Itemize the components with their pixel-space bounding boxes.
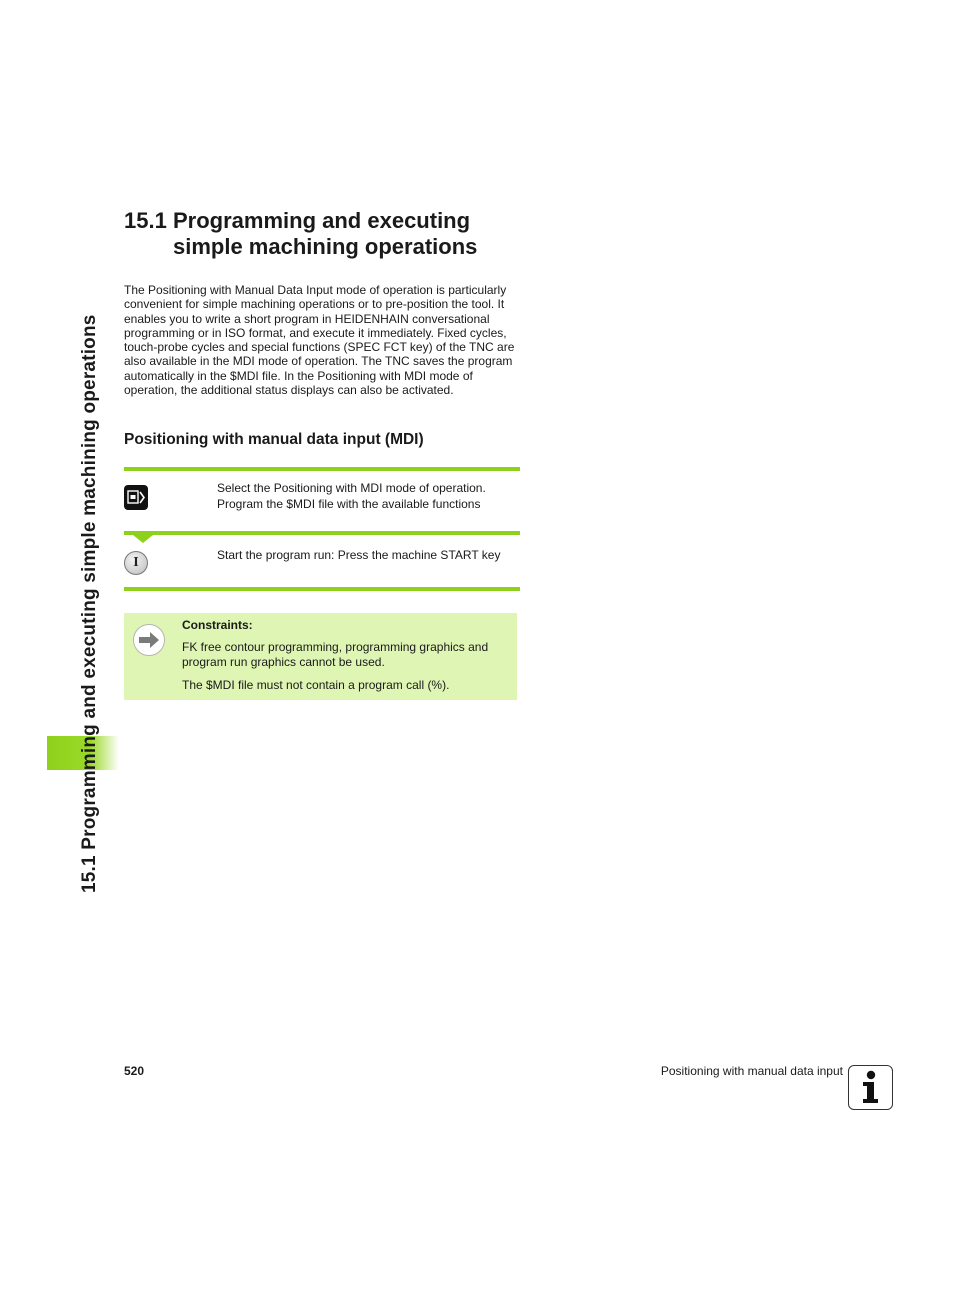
arrow-right-icon — [133, 624, 165, 656]
section-title: Programming and executing simple machining operations — [173, 208, 478, 259]
constraints-note — [124, 613, 517, 700]
step-start-program-text: Start the program run: Press the machine START key — [217, 548, 501, 562]
start-key-icon: I — [124, 551, 148, 575]
divider-notch — [133, 535, 153, 543]
mdi-mode-key-icon — [124, 485, 148, 510]
note-item: The $MDI file must not contain a program call (%). — [182, 678, 450, 692]
section-number: 15.1 — [124, 208, 167, 233]
divider-middle — [124, 531, 520, 535]
subheading: Positioning with manual data input (MDI) — [124, 431, 424, 448]
divider-bottom — [124, 587, 520, 591]
chapter-side-title: 15.1 Programming and executing simple machining operations — [79, 314, 100, 893]
divider-top — [124, 467, 520, 471]
note-title: Constraints: — [182, 618, 253, 632]
footer-section-title: Positioning with manual data input — [660, 1064, 843, 1078]
note-item: FK free contour programming, programming graphics and program run graphics cannot be used. — [182, 640, 489, 669]
step-select-mdi-text: Select the Positioning with MDI mode of operation. Program the $MDI file with the available functions — [217, 481, 486, 511]
page-number: 520 — [124, 1064, 145, 1078]
info-icon — [848, 1065, 893, 1110]
intro-paragraph: The Positioning with Manual Data Input mode of operation is particularly convenient for simple machining operations or to pre-position the tool. It enables you to write a short program in HEIDENHAIN conversational programming or in ISO format, and execute it immediately. Fixed cycles, touch-probe cycles and special functions (SPEC FCT key) of the TNC are also available in the MDI mode of operation. The TNC saves the program automatically in the $MDI file. In the Positioning with MDI mode of operation, the additional status displays can also be activated. — [124, 283, 515, 398]
page-title — [124, 208, 544, 260]
